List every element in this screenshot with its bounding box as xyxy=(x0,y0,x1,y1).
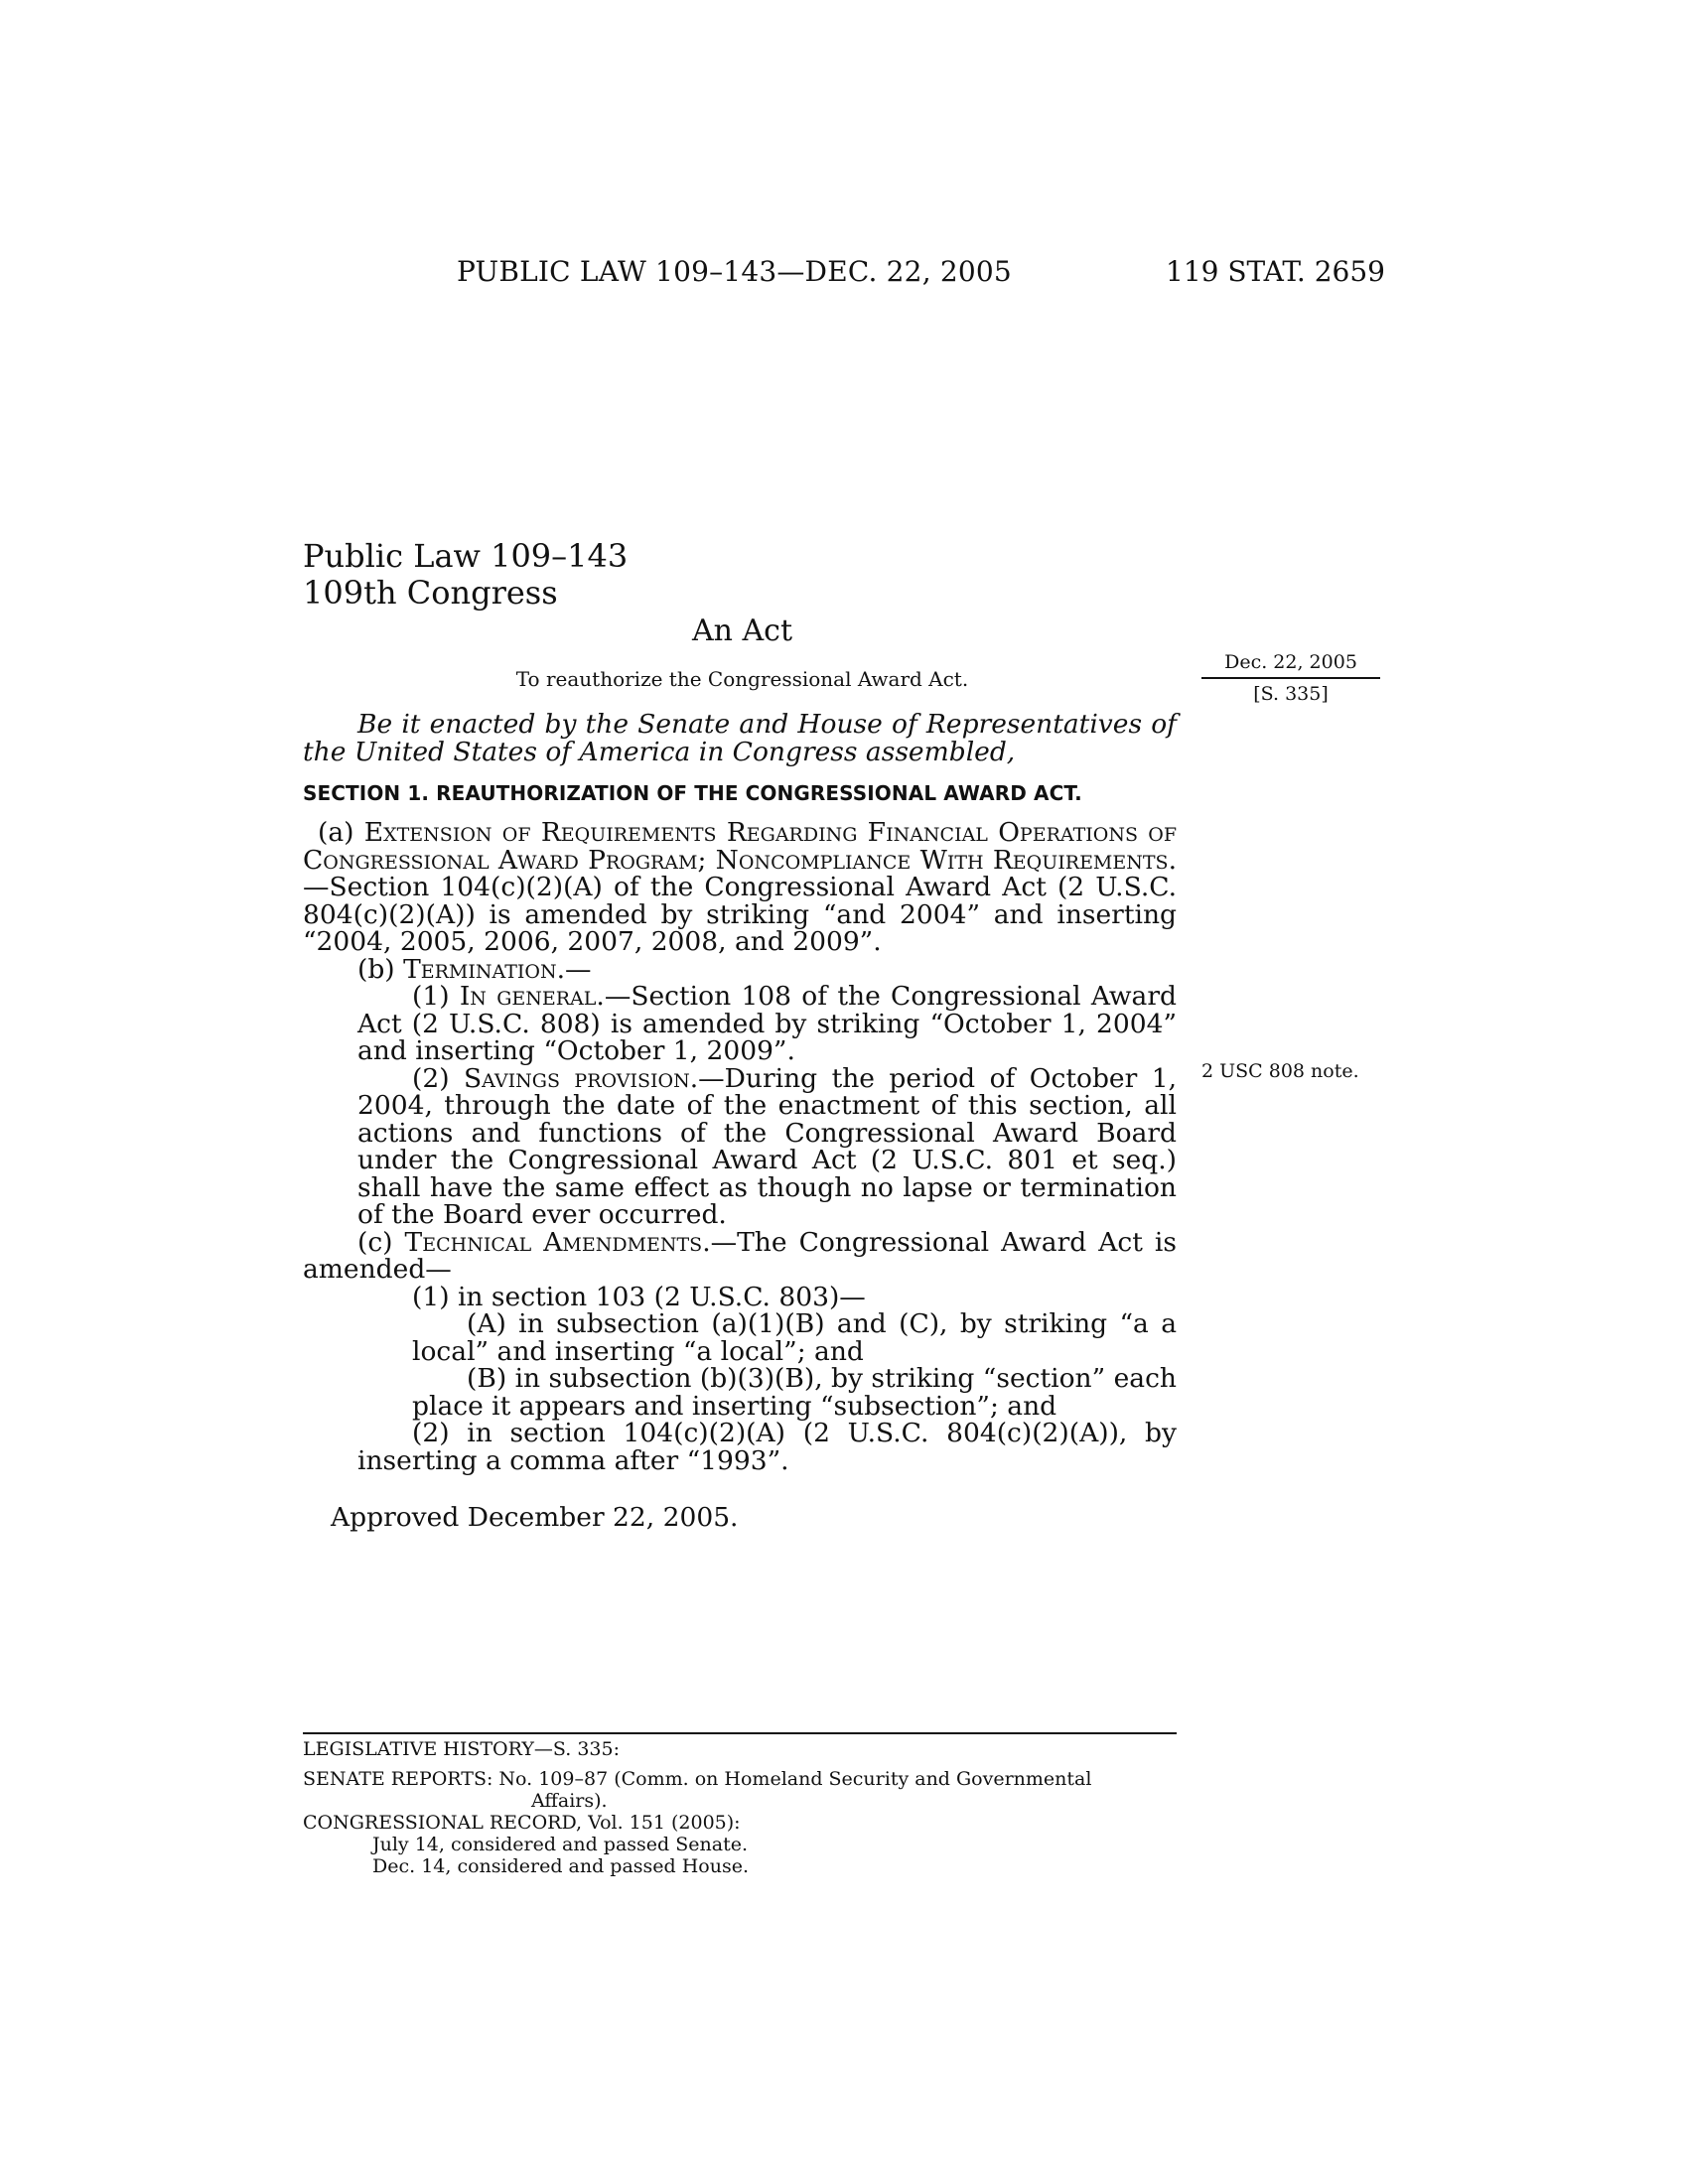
paragraph-c2: (2) in section 104(c)(2)(A) (2 U.S.C. 804(c)(2)(A)), by inserting a comma after “1993”. xyxy=(357,1418,1177,1476)
subsection-a-text: —Section 104(c)(2)(A) of the Congressional Award Act (2 U.S.C. 804(c)(2)(A)) is amended by striking “and 2004” and inserting “2004, 2005, 2006, 2007, 2008, and 2009”. xyxy=(303,872,1177,957)
subsection-a xyxy=(303,819,1177,956)
subsection-b-caption: Termination. xyxy=(403,953,565,985)
stat-citation: 119 STAT. 2659 xyxy=(1166,255,1385,288)
running-head: PUBLIC LAW 109–143—DEC. 22, 2005 xyxy=(457,255,1012,288)
paragraph-b1-caption: In general. xyxy=(459,981,605,1012)
record-item: Dec. 14, considered and passed House. xyxy=(372,1855,750,1877)
paragraph-b1-label: (1) xyxy=(412,981,460,1012)
public-law-number: Public Law 109–143 xyxy=(303,537,629,575)
margin-note: 2 USC 808 note. xyxy=(1201,1060,1359,1082)
enacting-clause: Be it enacted by the Senate and House of Representatives of the United States of America in Congress assembled, xyxy=(303,709,1177,767)
law-title-block xyxy=(303,538,628,612)
subsection-c-text: —The Congressional Award Act is amended— xyxy=(303,1226,1177,1285)
subparagraph-c1a: (A) in subsection (a)(1)(B) and (C), by striking “a a local” and inserting “a local”; and xyxy=(412,1308,1177,1367)
record-item: July 14, considered and passed Senate. xyxy=(372,1834,748,1855)
senate-reports-continued: Affairs). xyxy=(531,1790,608,1812)
subsection-c-label: (c) xyxy=(357,1226,405,1258)
approval-date: Approved December 22, 2005. xyxy=(331,1502,739,1533)
subsection-a-label: (a) xyxy=(318,817,364,848)
paragraph-c1: (1) in section 103 (2 U.S.C. 803)— xyxy=(412,1281,866,1312)
senate-reports: SENATE REPORTS: No. 109–87 (Comm. on Homeland Security and Governmental xyxy=(303,1768,1092,1790)
paragraph-b1 xyxy=(303,983,1177,1065)
subsection-a-caption: Extension of Requirements Regarding Financial Operations of Congressional Award Program; Noncompliance With Requirements. xyxy=(303,817,1177,876)
paragraph-b2-text: —During the period of October 1, 2004, through the date of the enactment of this section, all actions and functions of the Congressional Award Board under the Congressional Award Act (2 U.S.C. 801 et seq.) shall have the same effect as though no lapse or termination of the Board ever occurred. xyxy=(357,1062,1178,1230)
subsection-b xyxy=(303,953,1177,985)
subsection-b-label: (b) xyxy=(357,953,404,985)
congressional-record: CONGRESSIONAL RECORD, Vol. 151 (2005): xyxy=(303,1812,741,1834)
margin-date: Dec. 22, 2005 xyxy=(1201,649,1380,679)
section-heading: SECTION 1. REAUTHORIZATION OF THE CONGRESSIONAL AWARD ACT. xyxy=(303,781,1082,805)
legislative-history xyxy=(303,1732,1177,1877)
congress-number: 109th Congress xyxy=(303,574,558,612)
subparagraph-c1b: (B) in subsection (b)(3)(B), by striking “section” each place it appears and inserting “subsection”; and xyxy=(412,1363,1177,1422)
page-header xyxy=(298,250,1385,294)
subsection-c xyxy=(303,1226,1177,1285)
paragraph-b2-label: (2) xyxy=(412,1062,464,1094)
paragraph-b1-text: —Section 108 of the Congressional Award Act (2 U.S.C. 808) is amended by striking “October 1, 2004” and inserting “October 1, 2009”. xyxy=(357,981,1177,1066)
body-text xyxy=(303,711,1177,1474)
margin-date-block xyxy=(1201,649,1380,707)
act-purpose: To reauthorize the Congressional Award Act. xyxy=(515,667,969,691)
subsection-c-caption: Technical Amendments. xyxy=(404,1226,711,1258)
paragraph-b2-caption: Savings provision. xyxy=(464,1062,699,1094)
margin-bill-number: [S. 335] xyxy=(1253,683,1329,705)
subsection-b-text: — xyxy=(565,953,592,985)
legislative-history-title: LEGISLATIVE HISTORY—S. 335: xyxy=(303,1738,620,1760)
act-heading: An Act xyxy=(691,614,793,648)
paragraph-b2 xyxy=(303,1062,1178,1230)
